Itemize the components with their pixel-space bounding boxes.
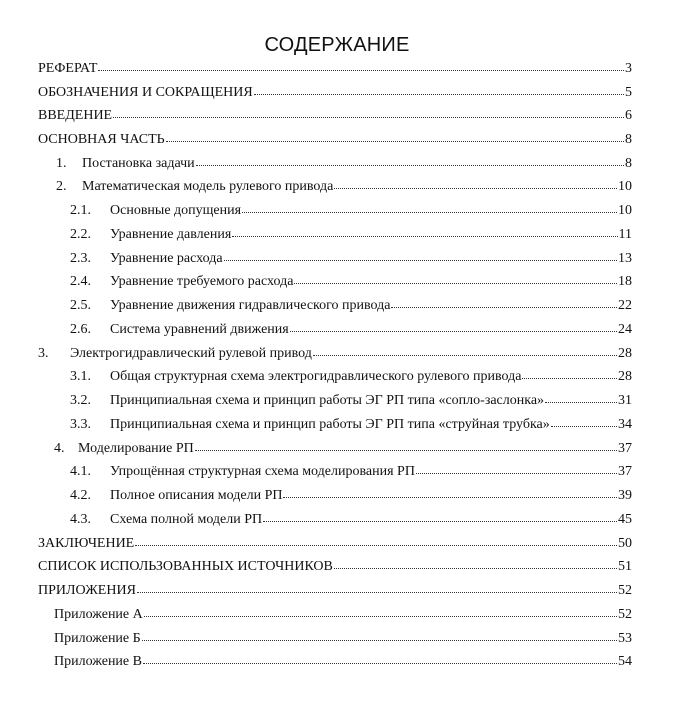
toc-entry-label: Принципиальная схема и принцип работы ЭГ РП типа «струйная трубка»	[110, 417, 550, 432]
toc-entry[interactable]	[56, 176, 632, 198]
toc-entry-page: 53	[618, 631, 632, 646]
toc-entry[interactable]	[54, 651, 632, 673]
toc-entry[interactable]	[70, 461, 632, 483]
dot-leader	[416, 473, 617, 474]
toc-entry-label: Упрощённая структурная схема моделирования РП	[110, 464, 415, 479]
toc-title: СОДЕРЖАНИЕ	[264, 34, 410, 56]
dot-leader	[232, 236, 617, 237]
toc-entry[interactable]	[38, 82, 632, 104]
toc-entry-page: 28	[618, 346, 632, 361]
toc-entry[interactable]	[70, 366, 632, 388]
toc-entry[interactable]	[70, 200, 632, 222]
toc-entry[interactable]	[38, 533, 632, 555]
toc-entry-page: 52	[618, 607, 632, 622]
toc-entry-label: ВВЕДЕНИЕ	[38, 108, 113, 123]
toc-entry[interactable]	[38, 556, 632, 578]
toc-entry-number: 2.4.	[70, 274, 91, 289]
dot-leader	[195, 450, 617, 451]
toc-entry-label: Уравнение давления	[110, 227, 232, 242]
toc-entry-label: Уравнение требуемого расхода	[110, 274, 294, 289]
toc-entry-page: 51	[618, 559, 632, 574]
toc-entry[interactable]	[70, 319, 632, 341]
toc-entry-number: 2.3.	[70, 251, 91, 266]
toc-entry-page: 34	[618, 417, 632, 432]
toc-entry-page: 8	[625, 156, 632, 171]
toc-entry-label: Приложение А	[54, 607, 143, 622]
toc-entry-page: 6	[625, 108, 632, 123]
toc-entry-number: 2.	[56, 179, 67, 194]
toc-entry[interactable]	[54, 628, 632, 650]
toc-entry-page: 45	[618, 512, 632, 527]
toc-entry[interactable]	[70, 295, 632, 317]
dot-leader	[242, 212, 617, 213]
dot-leader	[144, 616, 617, 617]
toc-entry[interactable]	[70, 224, 632, 246]
toc-entry-label: СПИСОК ИСПОЛЬЗОВАННЫХ ИСТОЧНИКОВ	[38, 559, 333, 574]
toc-entry-label: Схема полной модели РП	[110, 512, 263, 527]
toc-entry-number: 4.1.	[70, 464, 91, 479]
toc-entry-page: 37	[618, 464, 632, 479]
toc-entry-label: ПРИЛОЖЕНИЯ	[38, 583, 136, 598]
toc-entry-page: 13	[618, 251, 632, 266]
toc-entry[interactable]	[70, 390, 632, 412]
toc-entry[interactable]	[54, 604, 632, 626]
toc-entry-page: 24	[618, 322, 632, 337]
toc-entry[interactable]	[38, 105, 632, 127]
toc-entry-label: ЗАКЛЮЧЕНИЕ	[38, 536, 135, 551]
dot-leader	[135, 545, 617, 546]
dot-leader	[224, 260, 617, 261]
dot-leader	[283, 497, 617, 498]
toc-entry-number: 2.6.	[70, 322, 91, 337]
dot-leader	[334, 188, 617, 189]
dot-leader	[522, 378, 617, 379]
dot-leader	[313, 355, 617, 356]
dot-leader	[263, 521, 617, 522]
toc-entry-label: Общая структурная схема электрогидравлического рулевого привода	[110, 369, 522, 384]
toc-entry[interactable]	[38, 58, 632, 80]
toc-entry-label: ОСНОВНАЯ ЧАСТЬ	[38, 132, 165, 147]
toc-entry-page: 3	[625, 61, 632, 76]
toc-entry[interactable]	[70, 414, 632, 436]
toc-entry[interactable]	[38, 580, 632, 602]
toc-entry-number: 2.2.	[70, 227, 91, 242]
dot-leader	[334, 568, 617, 569]
dot-leader	[551, 426, 617, 427]
dot-leader	[98, 70, 624, 71]
dot-leader	[142, 640, 617, 641]
toc-entry-page: 10	[618, 203, 632, 218]
toc-entry-label: Приложение В	[54, 654, 142, 669]
toc-entry-label: Электрогидравлический рулевой привод	[70, 346, 312, 361]
toc-entry-page: 52	[618, 583, 632, 598]
toc-entry-label: Система уравнений движения	[110, 322, 289, 337]
toc-entry-label: Принципиальная схема и принцип работы ЭГ РП типа «сопло-заслонка»	[110, 393, 545, 408]
toc-entry-page: 18	[618, 274, 632, 289]
dot-leader	[290, 331, 617, 332]
toc-entry-label: Уравнение расхода	[110, 251, 223, 266]
toc-entry-label: Постановка задачи	[82, 156, 195, 171]
toc-entry-number: 2.5.	[70, 298, 91, 313]
dot-leader	[166, 141, 624, 142]
dot-leader	[143, 663, 617, 664]
toc-entry-label: Основные допущения	[110, 203, 242, 218]
dot-leader	[113, 117, 624, 118]
toc-entry[interactable]	[70, 509, 632, 531]
toc-entry-number: 4.3.	[70, 512, 91, 527]
toc-entry-number: 3.2.	[70, 393, 91, 408]
toc-entry-number: 3.1.	[70, 369, 91, 384]
toc-entry-page: 31	[618, 393, 632, 408]
toc-entry-page: 39	[618, 488, 632, 503]
toc-entry[interactable]	[70, 485, 632, 507]
dot-leader	[137, 592, 617, 593]
toc-entry-label: ОБОЗНАЧЕНИЯ И СОКРАЩЕНИЯ	[38, 85, 253, 100]
dot-leader	[545, 402, 617, 403]
toc-entry-number: 2.1.	[70, 203, 91, 218]
toc-entry-page: 50	[618, 536, 632, 551]
toc-entry-label: Уравнение движения гидравлического привода	[110, 298, 391, 313]
toc-entry-label: Математическая модель рулевого привода	[82, 179, 334, 194]
toc-entry[interactable]	[38, 343, 632, 365]
toc-entry-label: Полное описания модели РП	[110, 488, 283, 503]
toc-entry[interactable]	[70, 248, 632, 270]
dot-leader	[294, 283, 617, 284]
dot-leader	[391, 307, 617, 308]
toc-entry-label: РЕФЕРАТ	[38, 61, 98, 76]
dot-leader	[196, 165, 624, 166]
toc-entry[interactable]	[54, 438, 632, 460]
toc-entry-page: 11	[618, 227, 632, 242]
toc-entry-page: 54	[618, 654, 632, 669]
toc-entry-page: 37	[618, 441, 632, 456]
toc-entry[interactable]	[38, 129, 632, 151]
toc-entry-number: 4.2.	[70, 488, 91, 503]
toc-entry[interactable]	[70, 271, 632, 293]
toc-entry-label: Моделирование РП	[78, 441, 194, 456]
dot-leader	[254, 94, 624, 95]
toc-entry-number: 1.	[56, 156, 67, 171]
toc-entry-page: 8	[625, 132, 632, 147]
toc-entry-page: 22	[618, 298, 632, 313]
toc-entry-page: 5	[625, 85, 632, 100]
toc-entry-number: 3.	[38, 346, 49, 361]
toc-entry-number: 4.	[54, 441, 65, 456]
toc-entry-number: 3.3.	[70, 417, 91, 432]
toc-entry-label: Приложение Б	[54, 631, 141, 646]
toc-entry-page: 10	[618, 179, 632, 194]
toc-entry-page: 28	[618, 369, 632, 384]
toc-entry[interactable]	[56, 153, 632, 175]
